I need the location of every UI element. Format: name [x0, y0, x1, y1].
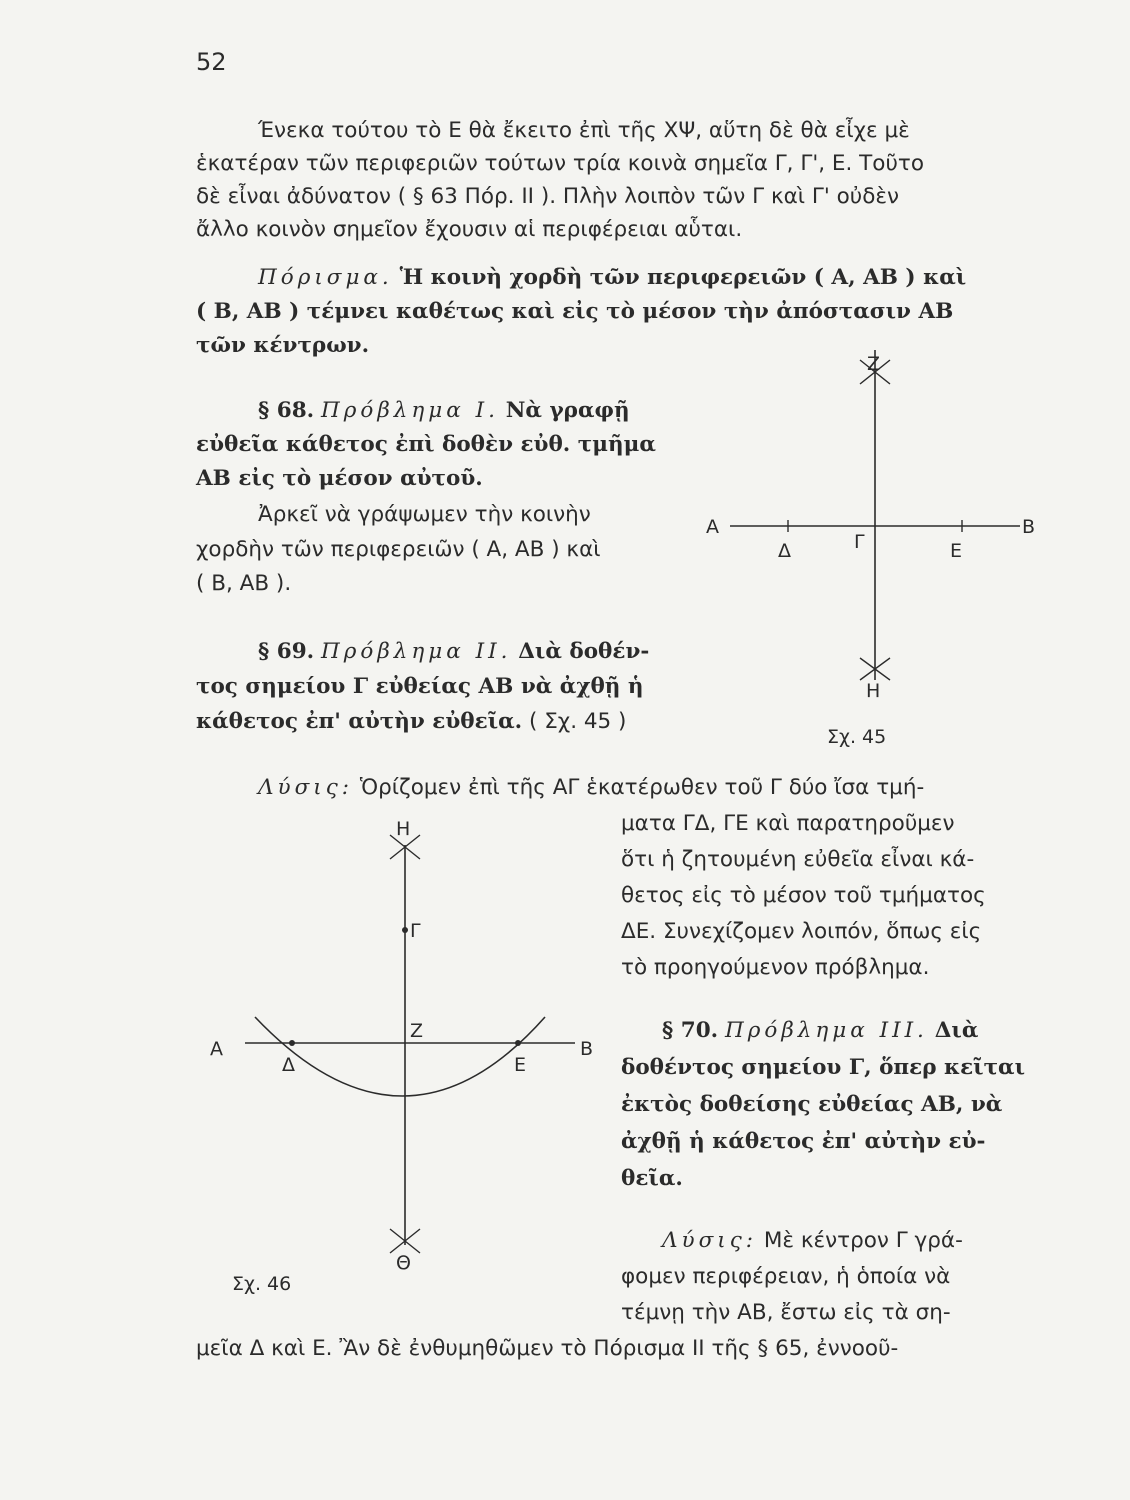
- fig45-label-d: Δ: [778, 540, 791, 562]
- para1-line-2: ἑκατέραν τῶν περιφεριῶν τούτων τρία κοινὰ σημεῖα Γ, Γ', Ε. Τοῦτο: [196, 151, 924, 176]
- lysis2-line-4: μεῖα Δ καὶ Ε. Ἂν δὲ ἐνθυμηθῶμεν τὸ Πόρισμα II τῆς § 65, ἐννοοῦ-: [196, 1336, 899, 1361]
- lysis1-line-5: ΔΕ. Συνεχίζομεν λοιπόν, ὅπως εἰς: [621, 919, 982, 944]
- lysis1-text-1: Ὁρίζομεν ἐπὶ τῆς ΑΓ ἑκατέρωθεν τοῦ Γ δύο ἴσα τμή-: [359, 775, 925, 800]
- lysis1-line-1: [258, 773, 924, 803]
- figure-45: [700, 340, 1060, 740]
- p68-line-2: εὐθεῖα κάθετος ἐπὶ δοθὲν εὐθ. τμῆμα: [196, 432, 656, 457]
- p70-line-5: θεῖα.: [621, 1166, 683, 1191]
- fig46-point-g: [402, 927, 408, 933]
- p70-number: § 70.: [662, 1018, 719, 1043]
- p69-figure-ref: ( Σχ. 45 ): [528, 709, 627, 734]
- fig46-caption: Σχ. 46: [232, 1273, 292, 1295]
- para1-line-4: ἄλλο κοινὸν σημεῖον ἔχουσιν αἱ περιφέρειαι αὗται.: [196, 217, 743, 242]
- p69-number: § 69.: [258, 639, 315, 664]
- figure-46: [200, 805, 610, 1280]
- p68-line-5: χορδὴν τῶν περιφερειῶν ( Α, ΑΒ ) καὶ: [196, 537, 601, 562]
- page-number: 52: [196, 48, 227, 76]
- fig46-point-d: [289, 1040, 295, 1046]
- lysis1-line-2: ματα ΓΔ, ΓΕ καὶ παρατηροῦμεν: [621, 811, 955, 836]
- lysis1-line-6: τὸ προηγούμενον πρόβλημα.: [621, 955, 930, 980]
- fig45-label-z: Z: [867, 353, 881, 375]
- p70-text-1: Διὰ: [934, 1018, 979, 1043]
- porisma-text-1: Ἡ κοινὴ χορδὴ τῶν περιφερειῶν ( Α, ΑΒ ) καὶ: [399, 265, 967, 290]
- fig46-label-z: Ζ: [410, 1020, 424, 1042]
- p70-label: Πρόβλημα III.: [724, 1018, 928, 1043]
- para1-line-1: Ένεκα τούτου τὸ Ε θὰ ἔκειτο ἐπὶ τῆς ΧΨ, αὕτη δὲ θὰ εἶχε μὲ: [258, 118, 910, 143]
- fig46-arc: [255, 1017, 545, 1096]
- p70-line-4: ἀχθῇ ἡ κάθετος ἐπ' αὐτὴν εὐ-: [621, 1129, 986, 1154]
- fig45-label-b: B: [1022, 516, 1036, 538]
- porisma-line-2: ( Β, ΑΒ ) τέμνει καθέτως καὶ εἰς τὸ μέσον τὴν ἀπόστασιν ΑΒ: [196, 299, 954, 324]
- fig45-label-e: Ε: [950, 540, 963, 562]
- porisma-line-3: τῶν κέντρων.: [196, 333, 370, 358]
- p68-line-1: [258, 396, 630, 426]
- p68-line-6: ( Β, ΑΒ ).: [196, 571, 292, 596]
- fig46-label-h: Η: [396, 818, 411, 840]
- fig46-label-a: Α: [210, 1038, 223, 1060]
- p70-line-2: δοθέντος σημείου Γ, ὅπερ κεῖται: [621, 1055, 1025, 1080]
- fig46-label-d: Δ: [282, 1054, 295, 1076]
- p70-line-1: [662, 1016, 978, 1046]
- porisma-label: Πόρισμα.: [258, 265, 393, 290]
- p69-text-3: κάθετος ἐπ' αὐτὴν εὐθεῖα.: [196, 709, 523, 734]
- fig46-label-e: Ε: [514, 1054, 527, 1076]
- fig46-point-e: [515, 1040, 521, 1046]
- p68-number: § 68.: [258, 398, 315, 423]
- p69-text-1: Διὰ δοθέν-: [518, 639, 650, 664]
- lysis2-label: Λύσις:: [662, 1228, 757, 1253]
- lysis2-line-1: [662, 1226, 963, 1256]
- p69-line-1: [258, 637, 649, 667]
- lysis1-line-4: θετος εἰς τὸ μέσον τοῦ τμήματος: [621, 883, 986, 908]
- fig45-caption: Σχ. 45: [827, 726, 887, 748]
- fig45-label-a: A: [706, 516, 719, 538]
- p68-label: Πρόβλημα I.: [320, 398, 499, 423]
- lysis2-text-1: Μὲ κέντρον Γ γρά-: [763, 1228, 963, 1253]
- fig45-label-h: Η: [866, 680, 881, 702]
- lysis2-line-3: τέμνῃ τὴν ΑΒ, ἔστω εἰς τὰ ση-: [621, 1300, 951, 1325]
- p68-line-4: Ἀρκεῖ νὰ γράψωμεν τὴν κοινὴν: [258, 502, 591, 527]
- fig46-label-b: Β: [580, 1038, 594, 1060]
- p69-line-3: [196, 707, 626, 737]
- fig45-label-g: Γ: [854, 531, 865, 553]
- fig46-label-th: Θ: [396, 1252, 411, 1274]
- porisma-line-1: [258, 263, 966, 293]
- p70-line-3: ἐκτὸς δοθείσης εὐθείας ΑΒ, νὰ: [621, 1092, 1003, 1117]
- lysis1-label: Λύσις:: [258, 775, 353, 800]
- p69-line-2: τος σημείου Γ εὐθείας ΑΒ νὰ ἀχθῇ ἡ: [196, 674, 644, 699]
- fig46-label-g: Γ: [410, 920, 421, 942]
- p68-text-1: Νὰ γραφῇ: [505, 398, 630, 423]
- lysis2-line-2: φομεν περιφέρειαν, ἡ ὁποία νὰ: [621, 1264, 951, 1289]
- p69-label: Πρόβλημα II.: [320, 639, 512, 664]
- lysis1-line-3: ὅτι ἡ ζητουμένη εὐθεῖα εἶναι κά-: [621, 847, 975, 872]
- p68-line-3: ΑΒ εἰς τὸ μέσον αὐτοῦ.: [196, 466, 483, 491]
- para1-line-3: δὲ εἶναι ἀδύνατον ( § 63 Πόρ. II ). Πλὴν λοιπὸν τῶν Γ καὶ Γ' οὐδὲν: [196, 184, 900, 209]
